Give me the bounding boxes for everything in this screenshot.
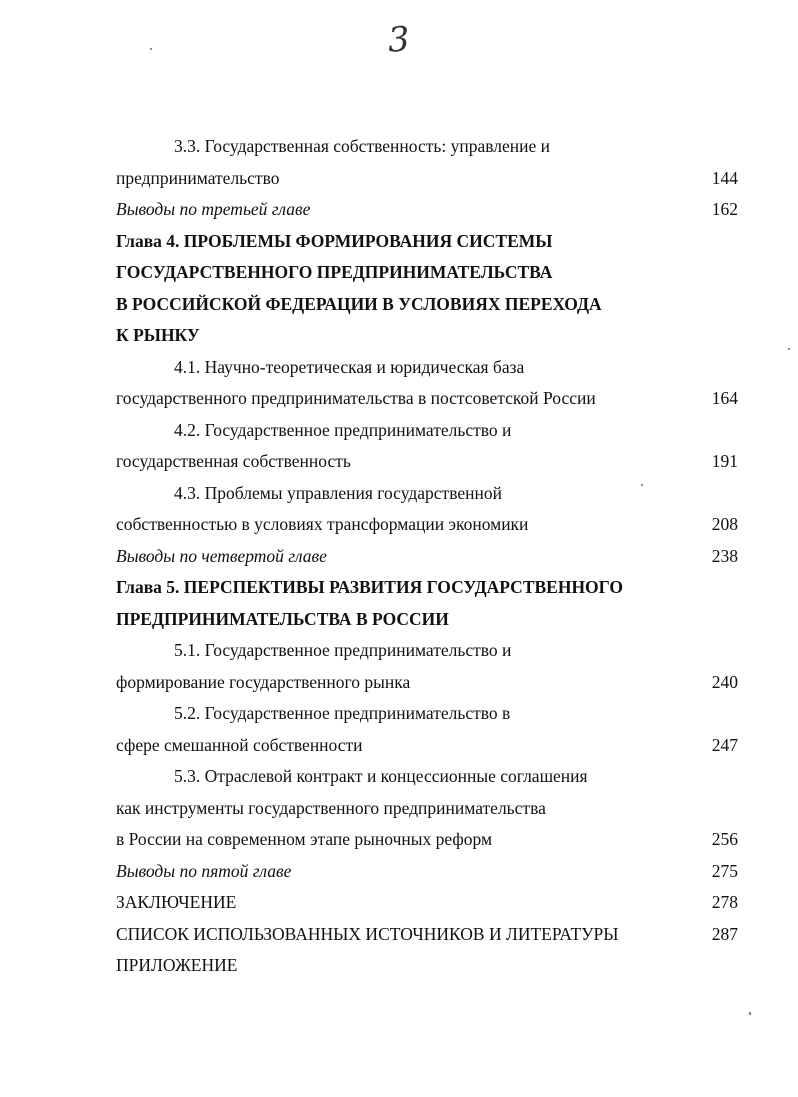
- toc-chapter-4-title-cont: К РЫНКУ: [116, 325, 200, 345]
- page-ref: 144: [711, 167, 738, 188]
- toc-entry-5-3-cont: в России на современном этапе рыночных реформ 256: [116, 824, 740, 856]
- page-ref: 208: [711, 514, 738, 534]
- toc-entry-ch5-conclusions: Выводы по пятой главе 275: [116, 856, 740, 888]
- toc-entry-3-3: 3.3. Государственная собственность: управление и: [174, 136, 550, 156]
- scan-speck: [150, 48, 152, 50]
- toc-entry-4-2: 4.2. Государственное предпринимательство и: [174, 419, 512, 440]
- scan-speck: [788, 348, 790, 350]
- toc-entry-5-1: 5.1. Государственное предпринимательство и: [174, 640, 512, 660]
- toc-entry-5-3-cont: как инструменты государственного предпринимательства: [116, 797, 546, 818]
- page-ref: 164: [711, 388, 738, 408]
- page-ref: 162: [711, 199, 738, 219]
- toc-entry-3-3-cont: предпринимательство 144: [116, 163, 740, 195]
- toc-chapter-5-title: Глава 5. ПЕРСПЕКТИВЫ РАЗВИТИЯ ГОСУДАРСТВЕННОГО: [116, 577, 623, 597]
- page-ref: 278: [711, 892, 738, 912]
- table-of-contents: [116, 131, 740, 982]
- handwritten-page-number: 3: [386, 19, 412, 61]
- toc-entry-appendix: ПРИЛОЖЕНИЕ: [116, 955, 238, 975]
- toc-chapter-4-title-cont: ГОСУДАРСТВЕННОГО ПРЕДПРИНИМАТЕЛЬСТВА: [116, 262, 553, 282]
- toc-entry-5-1-cont: формирование государственного рынка 240: [116, 667, 740, 699]
- toc-entry-5-2: 5.2. Государственное предпринимательство в: [174, 703, 511, 723]
- toc-chapter-4-title-cont: В РОССИЙСКОЙ ФЕДЕРАЦИИ В УСЛОВИЯХ ПЕРЕХОДА: [116, 293, 602, 314]
- toc-chapter-5-title-cont: ПРЕДПРИНИМАТЕЛЬСТВА В РОССИИ: [116, 608, 449, 629]
- toc-entry-ch4-conclusions: Выводы по четвертой главе 238: [116, 541, 740, 573]
- toc-entry-5-3: 5.3. Отраслевой контракт и концессионные соглашения: [174, 766, 588, 786]
- toc-entry-4-2-cont: государственная собственность 191: [116, 446, 740, 478]
- page-ref: 247: [711, 734, 738, 755]
- toc-entry-conclusion: ЗАКЛЮЧЕНИЕ 278: [116, 887, 740, 919]
- page-ref: 238: [711, 545, 738, 566]
- toc-chapter-4-title: Глава 4. ПРОБЛЕМЫ ФОРМИРОВАНИЯ СИСТЕМЫ: [116, 230, 553, 251]
- page-ref: 256: [711, 829, 738, 849]
- toc-entry-4-3: 4.3. Проблемы управления государственной: [174, 482, 502, 503]
- scan-speck: [749, 1012, 751, 1015]
- toc-entry-ch3-conclusions: Выводы по третьей главе 162: [116, 194, 740, 226]
- page-ref: 275: [711, 860, 738, 881]
- toc-entry-4-1: 4.1. Научно-теоретическая и юридическая база: [174, 356, 525, 377]
- page-ref: 191: [711, 451, 738, 471]
- toc-entry-4-1-cont: государственного предпринимательства в постсоветской России 164: [116, 383, 740, 415]
- page-ref: 287: [711, 923, 738, 944]
- toc-entry-bibliography: СПИСОК ИСПОЛЬЗОВАННЫХ ИСТОЧНИКОВ И ЛИТЕРАТУРЫ 287: [116, 919, 740, 951]
- toc-entry-4-3-cont: собственностью в условиях трансформации экономики 208: [116, 509, 740, 541]
- toc-entry-5-2-cont: сфере смешанной собственности 247: [116, 730, 740, 762]
- page-ref: 240: [711, 671, 738, 692]
